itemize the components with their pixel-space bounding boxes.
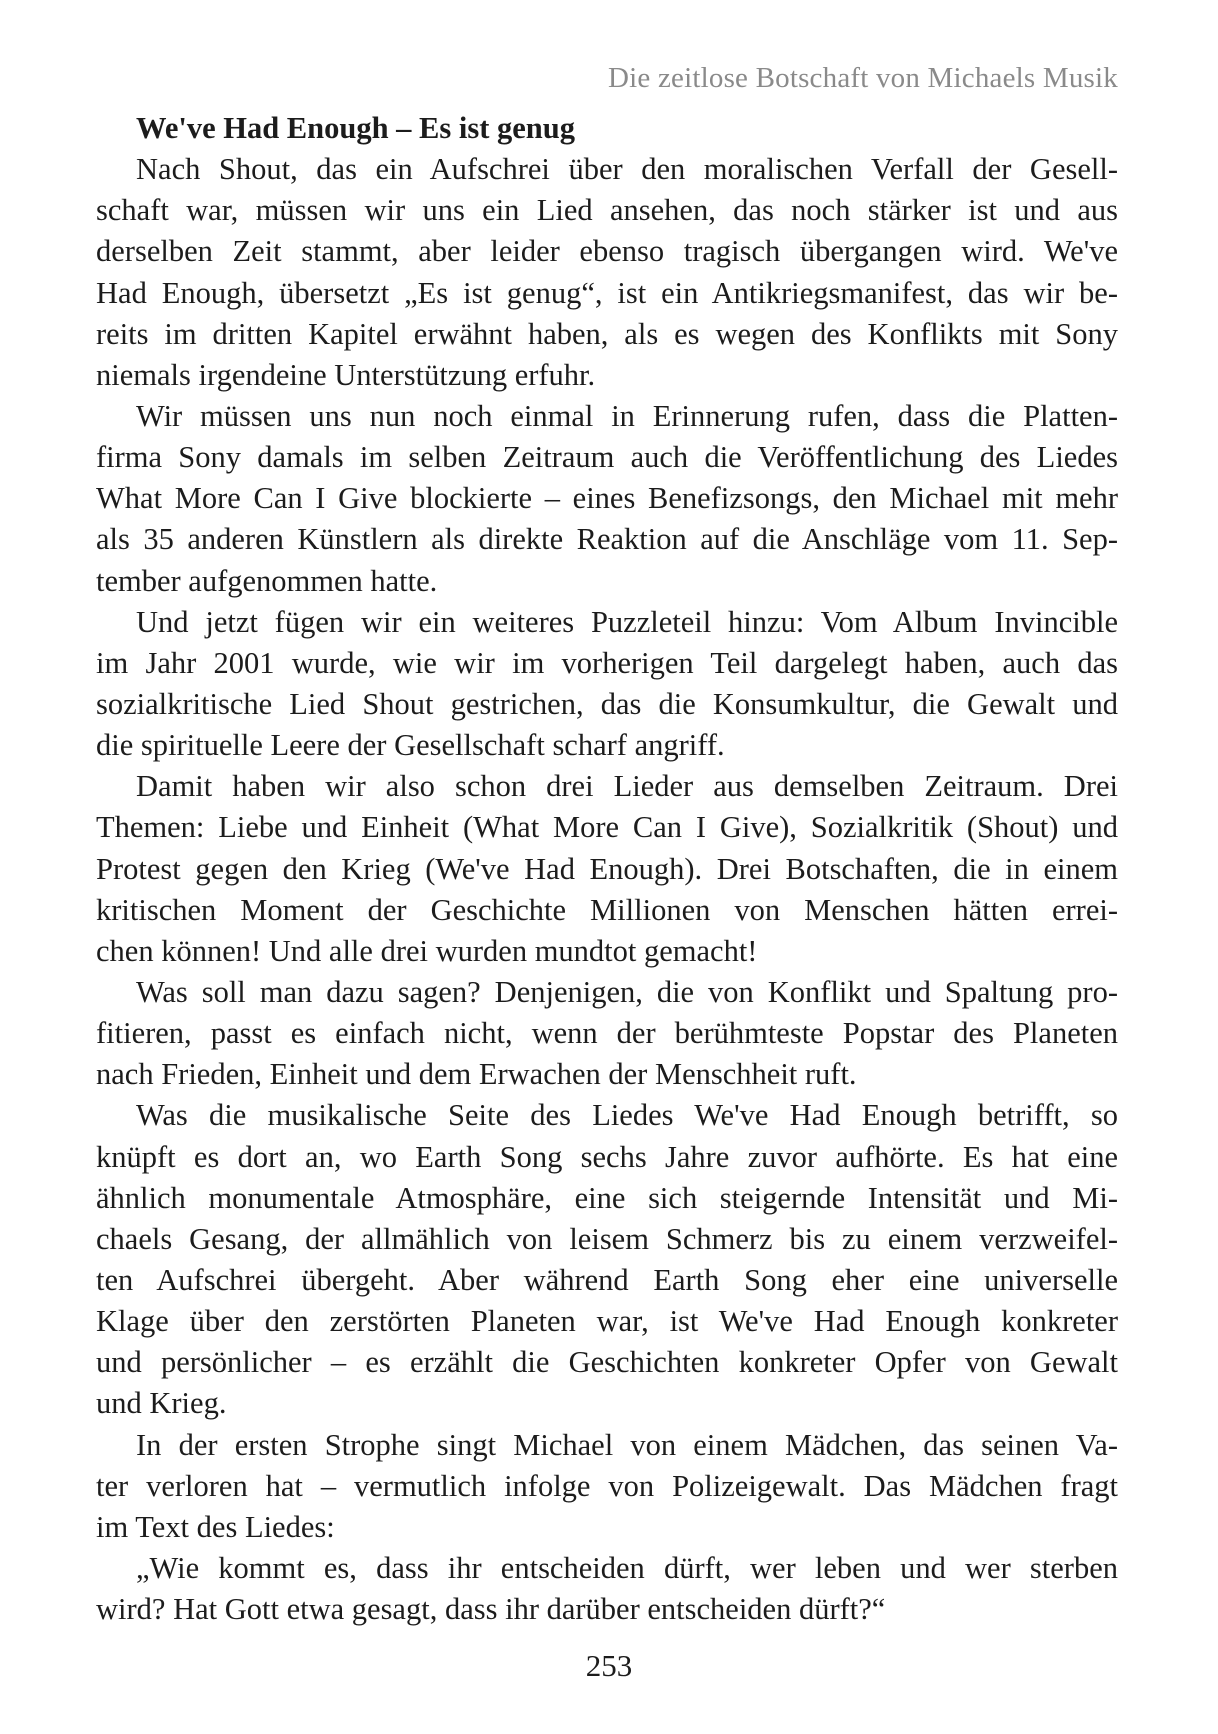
text-line: Wir müssen uns nun noch einmal in Erinnerung rufen, dass die Platten- [136,398,1118,433]
text-line: Und jetzt fügen wir ein weiteres Puzzleteil hinzu: Vom Album Invincible [136,604,1118,639]
text-line: Had Enough, übersetzt „Es ist genug“, ist ein Antikriegsmanifest, das wir be- [96,275,1118,310]
text-line: schaft war, müssen wir uns ein Lied ansehen, das noch stärker ist und aus [96,193,1118,228]
text-line: In der ersten Strophe singt Michael von einem Mädchen, das seinen Va- [136,1427,1118,1462]
text-line: im Text des Liedes: [96,1509,335,1544]
text-line: ten Aufschrei übergeht. Aber während Earth Song eher eine universelle [96,1262,1118,1297]
page-number: 253 [585,1648,633,1683]
body-text [96,108,1118,1630]
text-line: Klage über den zerstörten Planeten war, ist We've Had Enough konkreter [96,1304,1118,1339]
text-line: sozialkritische Lied Shout gestrichen, das die Konsumkultur, die Gewalt und [96,686,1118,721]
text-line: knüpft es dort an, wo Earth Song sechs Jahre zuvor aufhörte. Es hat eine [96,1139,1118,1174]
text-line: chen können! Und alle drei wurden mundtot gemacht! [96,933,758,968]
text-line: reits im dritten Kapitel erwähnt haben, als es wegen des Konflikts mit Sony [96,316,1118,351]
text-line: fitieren, passt es einfach nicht, wenn der berühmteste Popstar des Planeten [96,1016,1118,1051]
text-line: Themen: Liebe und Einheit (What More Can I Give), Sozialkritik (Shout) und [96,810,1118,845]
text-line: tember aufgenommen hatte. [96,563,438,598]
text-line: die spirituelle Leere der Gesellschaft scharf angriff. [96,728,725,763]
text-line: und persönlicher – es erzählt die Geschichten konkreter Opfer von Gewalt [96,1345,1118,1380]
text-line: „Wie kommt es, dass ihr entscheiden dürft, wer leben und wer sterben [136,1550,1118,1585]
text-line: What More Can I Give blockierte – eines Benefizsongs, den Michael mit mehr [96,481,1118,516]
text-line: Was die musikalische Seite des Liedes We've Had Enough betrifft, so [136,1098,1118,1133]
text-line: Protest gegen den Krieg (We've Had Enough). Drei Botschaften, die in einem [96,851,1118,886]
text-line: als 35 anderen Künstlern als direkte Reaktion auf die Anschläge vom 11. Sep- [96,522,1118,557]
text-line: kritischen Moment der Geschichte Millionen von Menschen hätten errei- [96,892,1118,927]
text-line: wird? Hat Gott etwa gesagt, dass ihr darüber entscheiden dürft?“ [96,1592,886,1627]
text-line: Was soll man dazu sagen? Denjenigen, die von Konflikt und Spaltung pro- [136,974,1118,1009]
text-line: Damit haben wir also schon drei Lieder aus demselben Zeitraum. Drei [136,769,1118,804]
text-line: niemals irgendeine Unterstützung erfuhr. [96,357,596,392]
text-line: chaels Gesang, der allmählich von leisem Schmerz bis zu einem verzweifel- [96,1221,1118,1256]
text-line: und Krieg. [96,1386,227,1421]
section-heading: We've Had Enough – Es ist genug [136,111,575,145]
paragraph-lines [96,149,1118,1630]
text-line: im Jahr 2001 wurde, wie wir im vorherigen Teil dargelegt haben, auch das [96,645,1118,680]
text-line: Nach Shout, das ein Aufschrei über den moralischen Verfall der Gesell- [136,152,1118,187]
text-line: ter verloren hat – vermutlich infolge von Polizeigewalt. Das Mädchen fragt [96,1468,1118,1503]
text-line: ähnlich monumentale Atmosphäre, eine sich steigernde Intensität und Mi- [96,1180,1118,1215]
text-line: firma Sony damals im selben Zeitraum auch die Veröffentlichung des Liedes [96,440,1118,475]
running-header: Die zeitlose Botschaft von Michaels Musik [608,62,1118,94]
text-line: derselben Zeit stammt, aber leider ebenso tragisch übergangen wird. We've [96,234,1118,269]
text-line: nach Frieden, Einheit und dem Erwachen der Menschheit ruft. [96,1057,857,1092]
